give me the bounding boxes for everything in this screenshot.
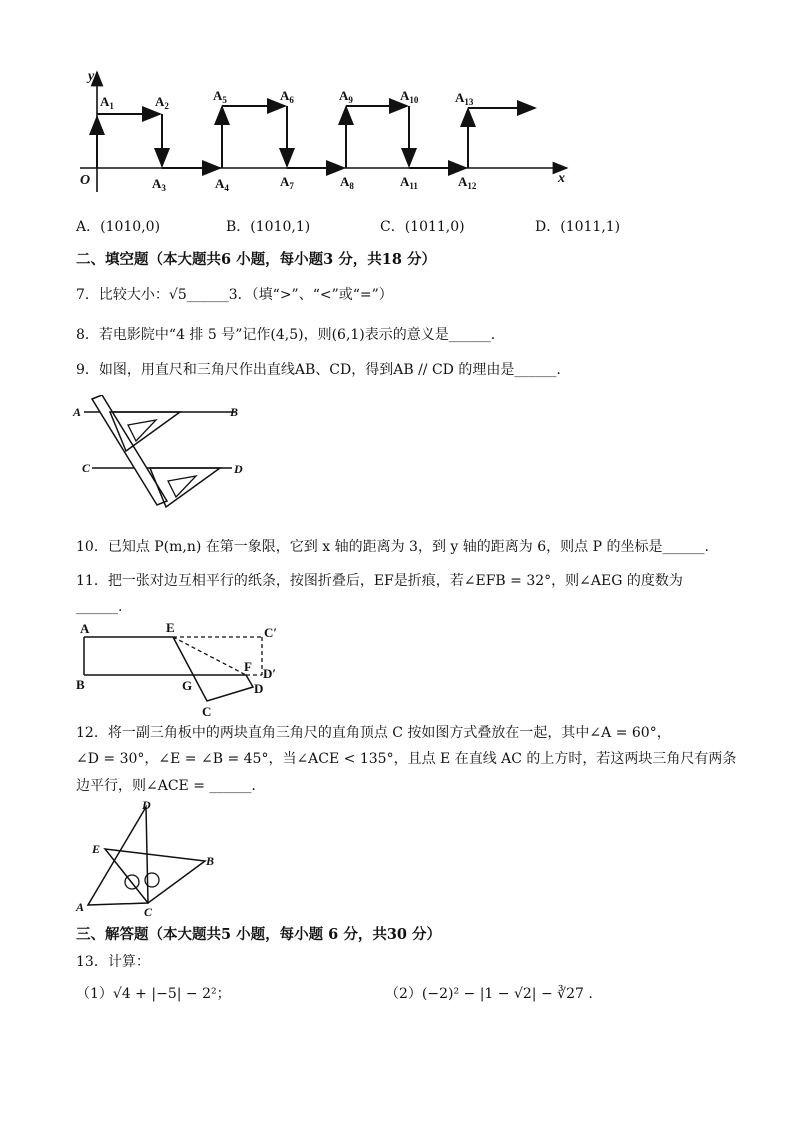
origin-label: O (80, 173, 91, 188)
q7-blank[interactable]: ______ (186, 287, 229, 303)
section-2-title: 二、填空题（本大题共6 小题，每小题3 分，共18 分） (76, 251, 436, 268)
point-label-a2: $A_2$ (155, 94, 169, 111)
point-label-a10: $A_{10}$ (400, 88, 419, 105)
label-d: D (142, 798, 151, 812)
option-letter: C． (380, 219, 405, 235)
label-b: B (76, 677, 85, 692)
folded-strip-figure (70, 615, 300, 725)
label-a: A (73, 405, 82, 419)
question-13-title: 13．计算： (76, 954, 150, 970)
label-e: E (166, 620, 175, 635)
q7-suffix: 3．（填“>”、“<”或“=”） (228, 287, 393, 303)
option-value: (1010,1) (250, 219, 311, 235)
point-label-a8: $A_8$ (340, 174, 354, 191)
option-c[interactable] (380, 216, 465, 236)
label-f: F (244, 659, 252, 674)
point-label-a7: $A_7$ (280, 174, 294, 191)
option-a[interactable] (76, 216, 160, 236)
question-12-line-1: 12．将一副三角板中的两块直角三角尺的直角顶点 C 按如图方式叠放在一起，其中∠A = 60°， (76, 725, 671, 741)
section-3-title: 三、解答题（本大题共5 小题，每小题 6 分，共30 分） (76, 926, 442, 943)
coordinate-arrow-figure (70, 62, 590, 197)
point-label-a3: $A_3$ (152, 176, 166, 193)
option-b[interactable] (226, 216, 310, 236)
label-b: B (206, 854, 215, 868)
option-letter: D． (535, 219, 561, 235)
option-letter: B． (226, 219, 251, 235)
question-13-part-2: （2）(−2)² − |1 − √2| − ∛27 . (385, 986, 593, 1002)
label-c: C (202, 704, 212, 719)
option-d[interactable] (535, 216, 620, 236)
label-b: B (230, 405, 239, 419)
point-label-a11: $A_{11}$ (400, 174, 418, 191)
question-10: 10．已知点 P(m,n) 在第一象限，它到 x 轴的距离为 3，到 y 轴的距离为 6，则点 P 的坐标是______. (76, 539, 709, 555)
label-a: A (76, 900, 85, 914)
label-c: C (82, 461, 91, 475)
label-g: G (182, 678, 193, 693)
x-axis-label: x (558, 171, 565, 186)
point-label-a6: $A_6$ (280, 88, 294, 105)
question-11-line-2: ______. (76, 599, 123, 615)
set-squares-figure (70, 797, 230, 917)
label-a: A (80, 621, 90, 636)
point-label-a4: $A_4$ (215, 176, 229, 193)
label-c-prime: C′ (264, 625, 278, 640)
label-c: C (144, 905, 153, 917)
point-label-a12: $A_{12}$ (458, 174, 477, 191)
question-12-line-3: 边平行，则∠ACE = ______. (76, 778, 256, 794)
point-label-a9: $A_9$ (339, 88, 353, 105)
question-9: 9．如图，用直尺和三角尺作出直线AB、CD，得到AB // CD 的理由是______. (76, 362, 561, 378)
label-d: D (234, 462, 243, 476)
label-d-prime: D′ (263, 666, 277, 681)
label-e: E (92, 842, 101, 856)
point-label-a1: $A_1$ (100, 94, 114, 111)
q7-prefix: 7．比较大小： (76, 287, 169, 303)
question-11-line-1: 11．把一张对边互相平行的纸条，按图折叠后，EF是折痕，若∠EFB = 32°，则∠AEG 的度数为 (76, 573, 683, 589)
question-12-line-2: ∠D = 30°，∠E = ∠B = 45°，当∠ACE < 135°，且点 E 在直线 AC 的上方时，若这两块三角尺有两条 (76, 751, 737, 767)
question-7 (76, 286, 393, 304)
point-label-a5: $A_5$ (213, 88, 227, 105)
y-axis-label: y (88, 69, 95, 84)
label-d: D (254, 681, 264, 696)
question-8: 8．若电影院中“4 排 5 号”记作(4,5)，则(6,1)表示的意义是______. (76, 327, 496, 343)
q7-radical: √5 (168, 287, 187, 303)
option-value: (1011,1) (560, 219, 621, 235)
point-label-a13: $A_{13}$ (455, 90, 474, 107)
point-labels (100, 88, 477, 193)
option-value: (1010,0) (100, 219, 161, 235)
question-13-part-1: （1）√4 + |−5| − 2²； (76, 986, 231, 1002)
option-value: (1011,0) (404, 219, 465, 235)
option-letter: A． (76, 219, 101, 235)
ruler-triangle-figure (70, 395, 270, 510)
